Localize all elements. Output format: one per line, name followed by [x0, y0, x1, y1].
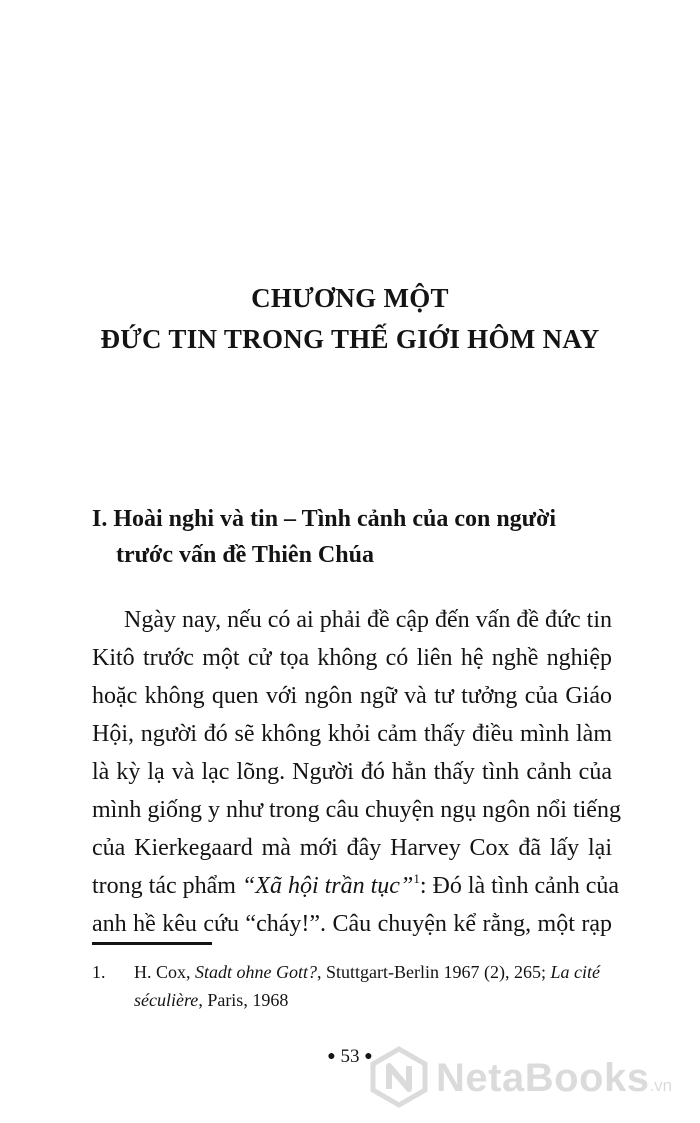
- watermark-suffix: .vn: [649, 1076, 673, 1095]
- body-line-7: của Kierkegaard mà mới đây Harvey Cox đã lấy lại: [92, 835, 612, 861]
- body-line-9: anh hề kêu cứu “cháy!”. Câu chuyện kể rằng, một rạp: [92, 911, 612, 937]
- footnote-line-2: [134, 986, 674, 1014]
- book-title-italic: “Xã hội trần tục”: [241, 873, 414, 899]
- footnote-title-2-part-1: La cité: [550, 962, 600, 982]
- footnote-reference: 1: [413, 871, 420, 886]
- footnote-line-1: [92, 958, 632, 986]
- watermark-brand: NetaBooks: [436, 1056, 650, 1100]
- footnote-number: 1.: [92, 962, 106, 982]
- bullet-right-icon: ●: [364, 1049, 373, 1064]
- footnote-middle: , Stuttgart-Berlin 1967 (2), 265;: [317, 962, 551, 982]
- watermark-text: [436, 1056, 672, 1101]
- body-line-6: mình giống y như trong câu chuyện ngụ ngôn nổi tiếng: [92, 797, 621, 823]
- chapter-title: ĐỨC TIN TRONG THẾ GIỚI HÔM NAY: [100, 324, 600, 354]
- bullet-left-icon: ●: [327, 1049, 336, 1064]
- body-line-3: hoặc không quen với ngôn ngữ và tư tưởng của Giáo: [92, 683, 612, 709]
- footnote-title-2-part-2: séculière: [134, 990, 199, 1010]
- footnote-end: , Paris, 1968: [198, 990, 289, 1010]
- body-line-5: là kỳ lạ và lạc lõng. Người đó hẳn thấy tình cảnh của: [92, 759, 612, 785]
- section-heading-line-1: I. Hoài nghi và tin – Tình cảnh của con người: [92, 506, 557, 532]
- footnote-author: H. Cox,: [134, 962, 196, 982]
- publisher-watermark: [368, 1046, 688, 1116]
- chapter-label: CHƯƠNG MỘT: [251, 283, 449, 313]
- body-line-4: Hội, người đó sẽ không khỏi cảm thấy điều mình làm: [92, 721, 612, 747]
- body-line-2: Kitô trước một cử tọa không có liên hệ nghề nghiệp: [92, 645, 612, 671]
- body-line-8-end: : Đó là tình cảnh của: [419, 873, 620, 899]
- body-line-1: Ngày nay, nếu có ai phải đề cập đến vấn đề đức tin: [124, 607, 612, 633]
- footnote-title-1: Stadt ohne Gott?: [195, 962, 318, 982]
- body-line-8-start: trong tác phẩm: [92, 873, 242, 899]
- page-number-value: 53: [340, 1046, 360, 1067]
- body-line-8: [92, 871, 620, 901]
- netabooks-logo-icon: [368, 1046, 430, 1108]
- footnote-divider: [92, 942, 212, 945]
- section-heading-line-2: trước vấn đề Thiên Chúa: [116, 542, 374, 568]
